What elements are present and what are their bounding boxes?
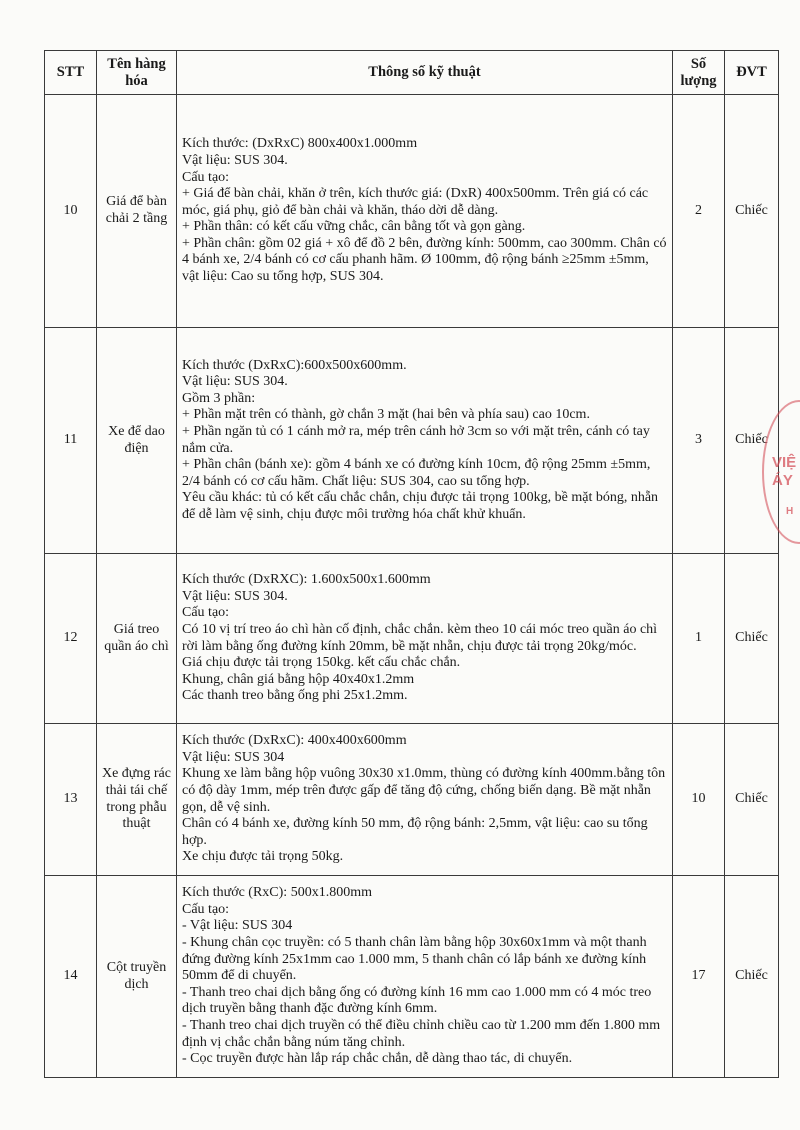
table-row bbox=[45, 328, 779, 554]
row-stt: 12 bbox=[45, 554, 97, 724]
spec-line: Cấu tạo: bbox=[182, 169, 230, 185]
row-name: Xe đựng rác thải tái chế trong phẫu thuật bbox=[97, 724, 177, 876]
row-stt: 13 bbox=[45, 724, 97, 876]
spec-line: Vật liệu: SUS 304. bbox=[182, 374, 288, 390]
header-qty: Số lượng bbox=[673, 51, 725, 95]
spec-line: + Phần mặt trên có thành, gờ chắn 3 mặt (hai bên và phía sau) cao 10cm. bbox=[182, 407, 590, 423]
spec-line: Gồm 3 phần: bbox=[182, 390, 256, 406]
spec-line: - Vật liệu: SUS 304 bbox=[182, 918, 293, 934]
spec-line: Các thanh treo bằng ống phi 25x1.2mm. bbox=[182, 688, 408, 704]
row-qty: 1 bbox=[673, 554, 725, 724]
spec-line: - Cọc truyền được hàn lắp ráp chắc chắn, dễ dàng thao tác, di chuyển. bbox=[182, 1051, 573, 1067]
row-unit: Chiếc bbox=[725, 95, 779, 328]
row-qty: 2 bbox=[673, 95, 725, 328]
row-unit: Chiếc bbox=[725, 724, 779, 876]
row-spec bbox=[177, 876, 673, 1078]
row-unit: Chiếc bbox=[725, 876, 779, 1078]
header-stt: STT bbox=[45, 51, 97, 95]
spec-line: Có 10 vị trí treo áo chì hàn cố định, chắc chắn. kèm theo 10 cái móc treo quần áo chì rời làm bằng ống đường kính 20mm, bề mặt nhẵn, chịu được tải trọng 20kg/móc. bbox=[182, 621, 658, 654]
row-stt: 14 bbox=[45, 876, 97, 1078]
spec-line: Khung, chân giá bằng hộp 40x40x1.2mm bbox=[182, 671, 415, 687]
table-row bbox=[45, 554, 779, 724]
spec-line: Chân có 4 bánh xe, đường kính 50 mm, độ rộng bánh: 2,5mm, vật liệu: cao su tổng hợp. bbox=[182, 816, 648, 848]
table-row bbox=[45, 876, 779, 1078]
row-stt: 10 bbox=[45, 95, 97, 328]
table-row bbox=[45, 724, 779, 876]
header-name: Tên hàng hóa bbox=[97, 51, 177, 95]
spec-line: Kích thước (DxRxC):600x500x600mm. bbox=[182, 357, 407, 373]
spec-line: Kích thước (DxRXC): 1.600x500x1.600mm bbox=[182, 572, 431, 588]
spec-line: + Phần chân (bánh xe): gồm 4 bánh xe có đường kính 10cm, độ rộng 25mm ±5mm, 2/4 bánh có cơ cấu hãm. Chất liệu: SUS 304, cao su tổng hợp. bbox=[182, 457, 651, 489]
spec-line: + Phần ngăn tủ có 1 cánh mở ra, mép trên cánh hở 3cm so với mặt trên, cánh có tay nắm cửa. bbox=[182, 423, 650, 456]
row-qty: 17 bbox=[673, 876, 725, 1078]
spec-line: Giá chịu được tải trọng 150kg. kết cấu chắc chắn. bbox=[182, 655, 461, 671]
row-spec bbox=[177, 554, 673, 724]
row-spec bbox=[177, 328, 673, 554]
row-unit: Chiếc bbox=[725, 328, 779, 554]
row-qty: 10 bbox=[673, 724, 725, 876]
row-spec bbox=[177, 724, 673, 876]
spec-line: Cấu tạo: bbox=[182, 605, 230, 621]
spec-line: - Thanh treo chai dịch truyền có thể điều chỉnh chiều cao từ 1.200 mm đến 1.800 mm định vị chắc chắn bằng núm tăng chỉnh. bbox=[182, 1017, 661, 1050]
row-name: Xe để dao điện bbox=[97, 328, 177, 554]
row-name: Giá để bàn chải 2 tầng bbox=[97, 95, 177, 328]
spec-line: Vật liệu: SUS 304 bbox=[182, 749, 285, 765]
header-spec: Thông số kỹ thuật bbox=[177, 51, 673, 95]
spec-line: Yêu cầu khác: tủ có kết cấu chắc chắn, chịu được tải trọng 100kg, bề mặt bóng, nhẵn để dễ làm vệ sinh, chịu được môi trường hóa chất khử khuẩn. bbox=[182, 490, 659, 522]
spec-line: + Phần chân: gồm 02 giá + xô để đồ 2 bên, đường kính: 500mm, cao 300mm. Chân có 4 bánh xe, 2/4 bánh có cơ cấu phanh hãm. Ø 100mm, độ rộng bánh ≥25mm ±5mm, vật liệu: Cao su tổng hợp, SUS 304. bbox=[182, 235, 667, 285]
spec-line: + Phần thân: có kết cấu vững chắc, cân bằng tốt và gọn gàng. bbox=[182, 219, 526, 235]
spec-line: - Thanh treo chai dịch bằng ống có đường kính 16 mm cao 1.000 mm có 4 móc treo dịch truyền bằng thanh đặc đường kính 6mm. bbox=[182, 984, 652, 1017]
row-spec bbox=[177, 95, 673, 328]
spec-line: Kích thước (DxRxC): 400x400x600mm bbox=[182, 733, 407, 749]
stamp-text: VIỆ bbox=[772, 454, 797, 471]
table-row bbox=[45, 95, 779, 328]
spec-line: Kích thước (RxC): 500x1.800mm bbox=[182, 885, 372, 901]
spec-line: Cấu tạo: bbox=[182, 901, 230, 917]
row-name: Cột truyền dịch bbox=[97, 876, 177, 1078]
stamp-text: H bbox=[786, 506, 794, 517]
row-qty: 3 bbox=[673, 328, 725, 554]
header-unit: ĐVT bbox=[725, 51, 779, 95]
row-unit: Chiếc bbox=[725, 554, 779, 724]
spec-line: + Giá để bàn chải, khăn ở trên, kích thước giá: (DxR) 400x500mm. Trên giá có các móc, giá phụ, giỏ để bàn chải và khăn, tháo dời dễ dàng. bbox=[182, 186, 649, 218]
spec-line: Khung xe làm bằng hộp vuông 30x30 x1.0mm, thùng có đường kính 400mm.bằng tôn có độ dày 1mm, mép trên được gấp để tăng độ cứng, chống biến dạng. Bề mặt nhẵn gọn, dễ vệ sinh. bbox=[182, 766, 666, 815]
spec-line: - Khung chân cọc truyền: có 5 thanh chân làm bằng hộp 30x60x1mm và một thanh đứng đường kính 25x1mm cao 1.000 mm, 5 thanh chân có lắp bánh xe đường kính 50mm để di chuyển. bbox=[182, 935, 647, 984]
specification-table bbox=[44, 50, 779, 1078]
stamp-text: ÁY bbox=[772, 472, 793, 489]
spec-line: Vật liệu: SUS 304. bbox=[182, 588, 288, 604]
row-name: Giá treo quần áo chì bbox=[97, 554, 177, 724]
spec-line: Xe chịu được tải trọng 50kg. bbox=[182, 849, 344, 865]
spec-line: Vật liệu: SUS 304. bbox=[182, 152, 288, 168]
row-stt: 11 bbox=[45, 328, 97, 554]
table-header-row bbox=[45, 51, 779, 95]
spec-line: Kích thước: (DxRxC) 800x400x1.000mm bbox=[182, 136, 418, 152]
